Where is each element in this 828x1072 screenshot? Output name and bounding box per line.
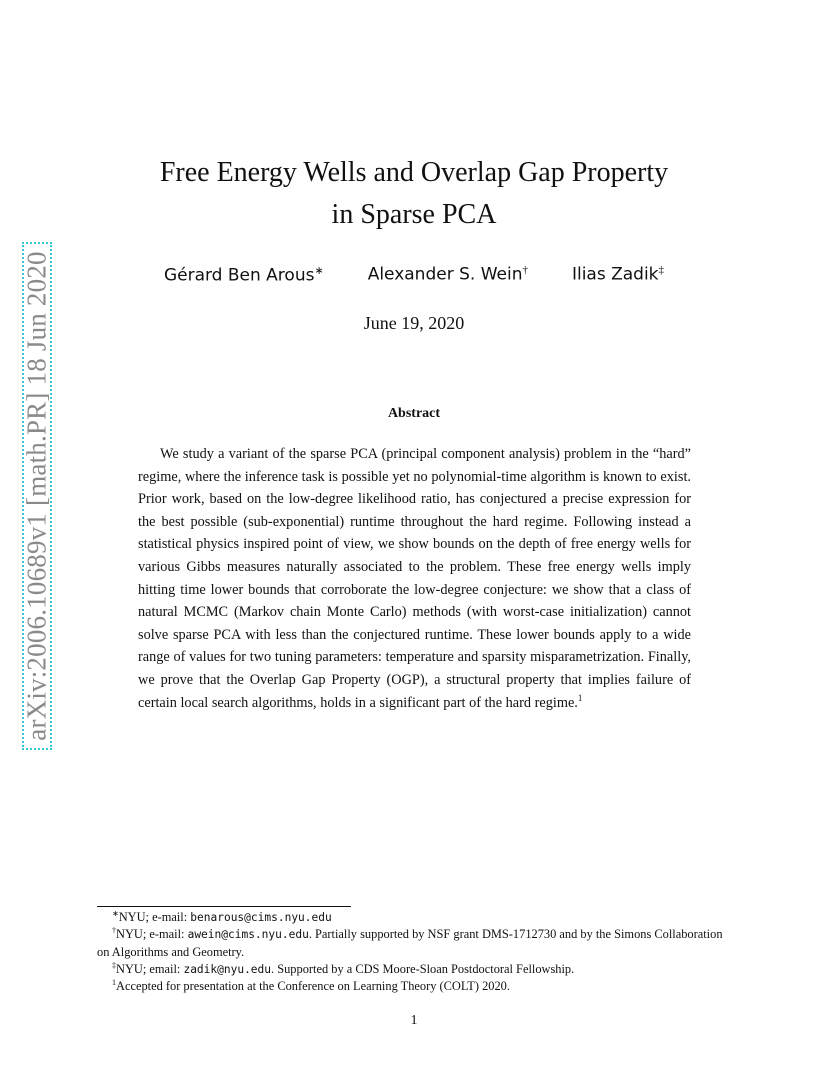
footnote-email[interactable]: zadik@nyu.edu <box>183 962 272 976</box>
footnote-mark: 1 <box>112 978 116 988</box>
abstract-footnote-mark: 1 <box>577 692 583 703</box>
title-line-2: in Sparse PCA <box>331 199 497 230</box>
footnote-prefix: Accepted for presentation at the Conference on Learning Theory (COLT) 2020. <box>116 979 510 994</box>
author-name: Gérard Ben Arous <box>163 265 315 286</box>
footnote-rule <box>97 906 351 907</box>
paper-title <box>100 152 728 236</box>
author-name: Alexander S. Wein <box>367 264 523 285</box>
abstract-body <box>138 443 691 714</box>
author-mark: † <box>522 264 528 276</box>
footnote-suffix: . Partially supported by NSF grant DMS-1712730 and by the Simons Collaboration on Algorithms and Geometry. <box>97 927 723 959</box>
author-mark: ‡ <box>658 264 665 276</box>
footnote <box>97 961 733 978</box>
footnote-prefix: NYU; e-mail: <box>118 910 191 924</box>
footnote <box>97 909 733 926</box>
author <box>368 264 528 286</box>
footnote <box>97 926 733 961</box>
author-name: Ilias Zadik <box>571 264 659 285</box>
footnote-mark: ∗ <box>112 908 119 918</box>
footnote <box>97 978 733 995</box>
footnote-prefix: NYU; e-mail: <box>116 927 188 942</box>
footnote-mark: ‡ <box>112 960 116 970</box>
footnote-prefix: NYU; email: <box>116 961 184 976</box>
paper-date: June 19, 2020 <box>363 313 465 333</box>
footnote-email[interactable]: benarous@cims.nyu.edu <box>190 911 332 924</box>
abstract-text: We study a variant of the sparse PCA (principal component analysis) problem in the “hard” regime, where the inference task is possible yet no polynomial-time algorithm is known to exist. Prior work, based on the low-degree likelihood ratio, has conjectured a precise expression for the best possible (sub-exponential) runtime throughout the hard regime. Following instead a statistical physics inspired point of view, we show bounds on the depth of free energy wells for various Gibbs measures naturally associated to the problem. These free energy wells imply hitting time lower bounds that corroborate the low-degree conjecture: we show that a class of natural MCMC (Markov chain Monte Carlo) methods (with worst-case initialization) cannot solve sparse PCA with less than the conjectured runtime. These lower bounds apply to a wide range of values for two tuning parameters: temperature and sparsity misparametrization. Finally, we prove that the Overlap Gap Property (OGP), a structural property that implies failure of certain local search algorithms, holds in a significant part of the hard regime. <box>138 446 691 711</box>
abstract-heading: Abstract <box>387 406 441 421</box>
author-mark: ∗ <box>314 265 324 277</box>
arxiv-id: arXiv:2006.10689v1 [math.PR] 18 Jun 2020 <box>21 251 52 741</box>
author-list <box>100 264 728 286</box>
footnote-mark: † <box>112 926 116 936</box>
author <box>572 264 664 286</box>
author <box>164 264 324 286</box>
title-line-1: Free Energy Wells and Overlap Gap Property <box>159 157 669 188</box>
arxiv-stamp <box>22 242 52 750</box>
footnote-suffix: . Supported by a CDS Moore-Sloan Postdoctoral Fellowship. <box>271 961 575 976</box>
page-number: 1 <box>410 1013 418 1028</box>
footnotes <box>97 909 733 995</box>
footnote-email[interactable]: awein@cims.nyu.edu <box>187 928 309 942</box>
